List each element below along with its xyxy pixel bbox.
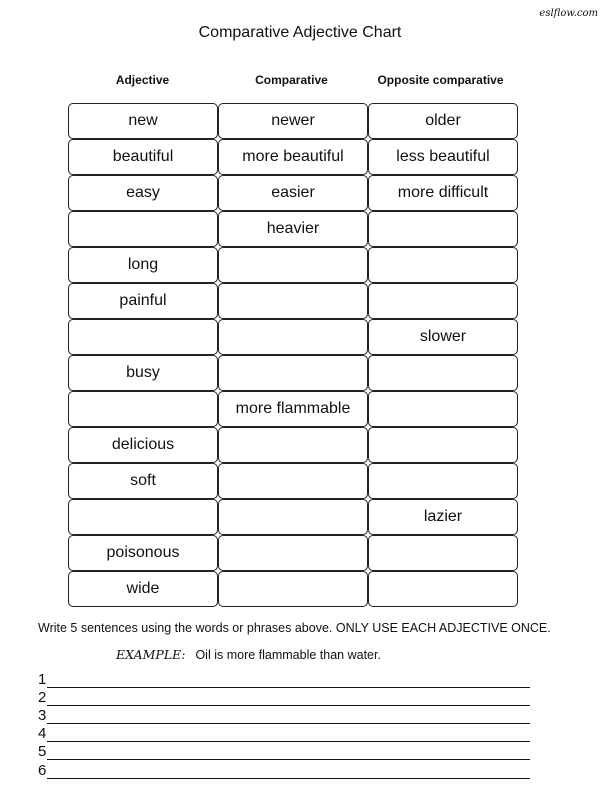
table-cell[interactable]: delicious [68,427,218,463]
table-cell[interactable]: wide [68,571,218,607]
header-adjective: Adjective [115,73,170,87]
answer-line[interactable] [38,670,530,688]
table-cell[interactable] [368,211,518,247]
header-comparative: Comparative [255,73,328,87]
example-text: Oil is more flammable than water. [195,648,381,662]
example-label: EXAMPLE: [116,647,186,662]
rule [47,669,530,688]
answer-line[interactable] [38,688,530,706]
table-row [68,463,518,499]
table-cell[interactable] [218,355,368,391]
table-cell[interactable] [368,283,518,319]
site-name: eslflow.com [539,8,598,19]
table-row [68,535,518,571]
table-row [68,355,518,391]
table-cell[interactable] [368,391,518,427]
table-cell[interactable] [68,211,218,247]
instructions: Write 5 sentences using the words or phrases above. ONLY USE EACH ADJECTIVE ONCE. [38,621,551,635]
line-number: 1 [38,671,47,688]
table-cell[interactable]: lazier [368,499,518,535]
table-row [68,391,518,427]
table-row [68,427,518,463]
table-cell[interactable]: new [68,103,218,139]
line-number: 4 [38,725,47,742]
table-cell[interactable] [368,247,518,283]
table-cell[interactable]: poisonous [68,535,218,571]
table-row [68,211,518,247]
answer-line[interactable] [38,706,530,724]
table-cell[interactable] [368,463,518,499]
table-cell[interactable]: heavier [218,211,368,247]
answer-line[interactable] [38,724,530,742]
line-number: 2 [38,689,47,706]
table-row [68,571,518,607]
table-cell[interactable]: more flammable [218,391,368,427]
table-cell[interactable] [218,571,368,607]
table-cell[interactable]: slower [368,319,518,355]
table-row [68,175,518,211]
table-cell[interactable] [68,319,218,355]
table-cell[interactable]: more beautiful [218,139,368,175]
table-cell[interactable]: older [368,103,518,139]
table-cell[interactable] [218,499,368,535]
line-number: 3 [38,707,47,724]
line-number: 5 [38,743,47,760]
table-row [68,499,518,535]
table-row [68,319,518,355]
table-cell[interactable] [218,463,368,499]
table-row [68,103,518,139]
example [116,647,381,662]
table-cell[interactable]: soft [68,463,218,499]
answer-line[interactable] [38,742,530,760]
table-cell[interactable]: painful [68,283,218,319]
table-cell[interactable] [218,535,368,571]
header-opposite: Opposite comparative [377,73,504,87]
adjective-table [68,103,518,607]
table-row [68,247,518,283]
table-cell[interactable] [368,427,518,463]
rule [47,741,530,760]
table-cell[interactable]: easier [218,175,368,211]
rule [47,723,530,742]
table-cell[interactable]: less beautiful [368,139,518,175]
table-cell[interactable]: beautiful [68,139,218,175]
table-cell[interactable]: more difficult [368,175,518,211]
table-cell[interactable]: newer [218,103,368,139]
table-cell[interactable] [218,283,368,319]
table-cell[interactable] [368,355,518,391]
table-cell[interactable] [68,391,218,427]
table-cell[interactable] [218,319,368,355]
table-cell[interactable] [218,247,368,283]
table-row [68,283,518,319]
rule [47,705,530,724]
rule [47,760,530,779]
table-cell[interactable]: easy [68,175,218,211]
table-cell[interactable]: busy [68,355,218,391]
rule [47,687,530,706]
table-cell[interactable]: long [68,247,218,283]
table-cell[interactable] [368,571,518,607]
table-row [68,139,518,175]
page-title: Comparative Adjective Chart [198,24,402,41]
answer-line[interactable] [38,761,530,779]
line-number: 6 [38,762,47,779]
table-cell[interactable] [368,535,518,571]
table-cell[interactable] [218,427,368,463]
table-cell[interactable] [68,499,218,535]
